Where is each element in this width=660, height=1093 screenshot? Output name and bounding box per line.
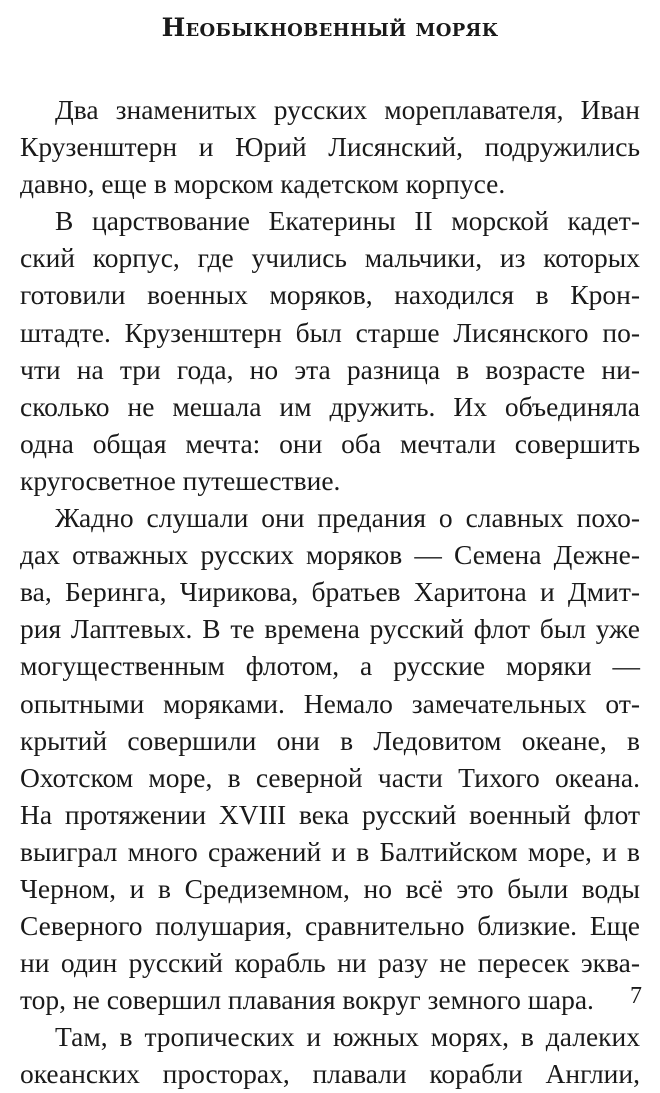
paragraph bbox=[20, 91, 640, 202]
text-line: одна общая мечта: они оба мечтали совершить bbox=[20, 427, 640, 459]
text-line: ский корпус, где учились мальчики, из которых bbox=[20, 242, 640, 274]
text-line: кругосветное путешествие. bbox=[20, 464, 341, 496]
text-line: чти на три года, но эта разница в возрасте ни- bbox=[20, 353, 640, 385]
text-line: океанских просторах, плавали корабли Англии, bbox=[20, 1058, 640, 1090]
text-line: штадте. Крузенштерн был старше Лисянского по- bbox=[20, 316, 640, 348]
text-line: сколько не мешала им дружить. Их объединяла bbox=[20, 390, 640, 422]
text-line: В царствование Екатерины II морской кадет- bbox=[55, 205, 640, 237]
text-line: Там, в тропических и южных морях, в далеких bbox=[55, 1021, 640, 1053]
text-line: опытными моряками. Немало замечательных от- bbox=[20, 687, 640, 719]
text-line: Жадно слушали они предания о славных похо- bbox=[55, 502, 640, 534]
text-line: выиграл много сражений и в Балтийском море, и в bbox=[20, 835, 640, 867]
text-line: Северного полушария, сравнительно близкие. Еще bbox=[20, 910, 640, 942]
paragraph bbox=[20, 1018, 640, 1092]
chapter-title: Необыкновенный моряк bbox=[161, 13, 499, 42]
page-number: 7 bbox=[630, 983, 642, 1009]
text-line: Крузенштерн и Юрий Лисянский, подружились bbox=[20, 131, 640, 163]
paragraph bbox=[20, 499, 640, 1018]
text-line: ва, Беринга, Чирикова, братьев Харитона и Дмит- bbox=[20, 576, 640, 608]
text-line: могущественным флотом, а русские моряки — bbox=[20, 650, 640, 682]
text-line: Два знаменитых русских мореплавателя, Иван bbox=[55, 94, 640, 125]
paragraph bbox=[20, 202, 640, 499]
text-line: Черном, и в Средиземном, но всё это были воды bbox=[20, 872, 640, 904]
text-line: Охотском море, в северной части Тихого океана. bbox=[20, 761, 640, 793]
text-line: готовили военных моряков, находился в Крон- bbox=[20, 279, 640, 311]
text-line: дах отважных русских моряков — Семена Дежне- bbox=[20, 539, 640, 571]
text-line: рия Лаптевых. В те времена русский флот был уже bbox=[20, 613, 640, 645]
body-text bbox=[20, 91, 640, 1093]
text-line: тор, не совершил плавания вокруг земного шара. bbox=[20, 984, 594, 1016]
text-line: крытий совершили они в Ледовитом океане, в bbox=[20, 724, 640, 756]
text-line: давно, еще в морском кадетском корпусе. bbox=[20, 168, 506, 200]
text-line: ни один русский корабль ни разу не пересек эква- bbox=[20, 947, 640, 979]
text-line: На протяжении XVIII века русский военный флот bbox=[20, 798, 640, 830]
